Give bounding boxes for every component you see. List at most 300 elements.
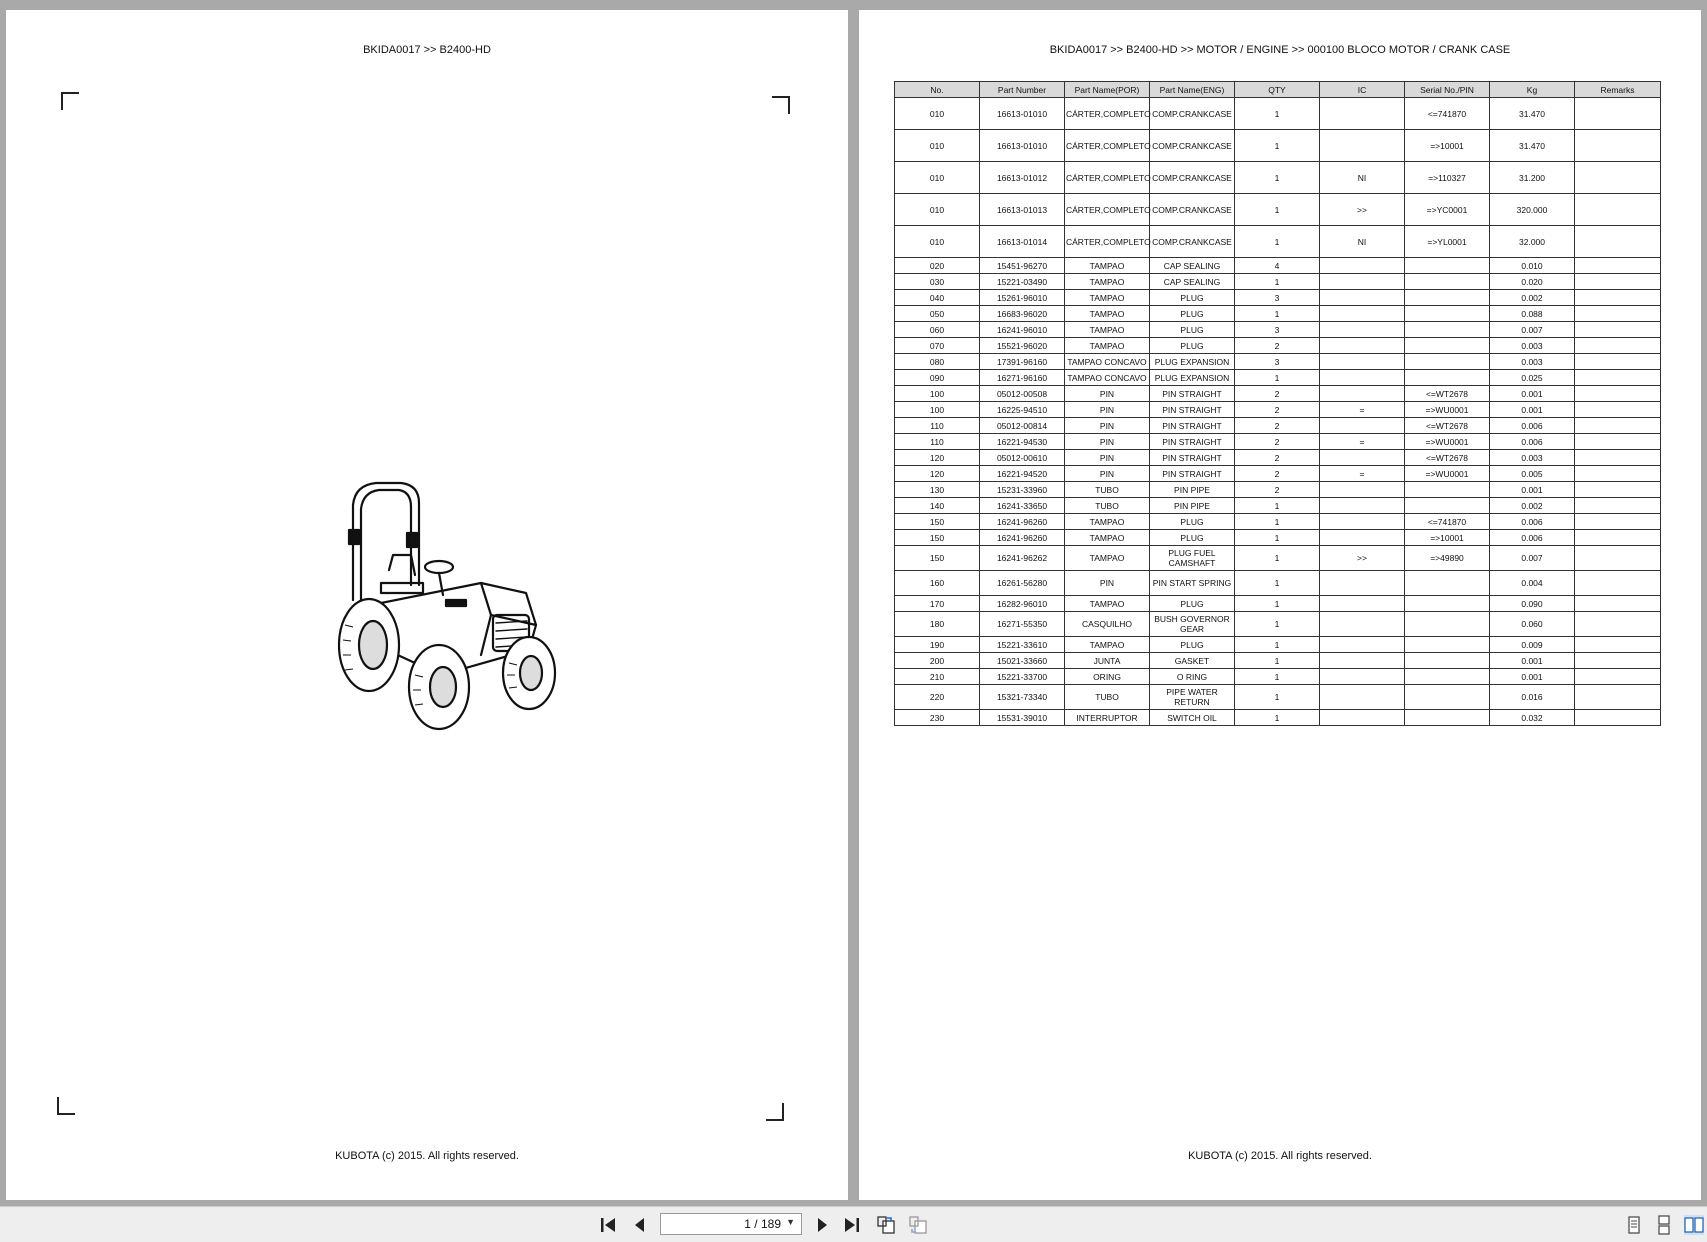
table-row <box>895 354 1661 370</box>
table-cell: SWITCH OIL <box>1150 710 1235 726</box>
table-cell: CÁRTER,COMPLETO <box>1065 130 1150 162</box>
table-cell <box>1320 685 1405 710</box>
table-cell: 05012-00610 <box>980 450 1065 466</box>
table-cell: 16613-01012 <box>980 162 1065 194</box>
table-cell: 1 <box>1235 596 1320 612</box>
table-cell <box>1405 290 1490 306</box>
table-cell: 0.001 <box>1490 386 1575 402</box>
table-cell: 0.006 <box>1490 418 1575 434</box>
table-cell: 16241-96262 <box>980 546 1065 571</box>
rotate-ccw-icon[interactable] <box>908 1215 928 1235</box>
table-cell <box>1320 450 1405 466</box>
table-row <box>895 306 1661 322</box>
table-cell: 0.002 <box>1490 290 1575 306</box>
table-cell <box>1575 274 1661 290</box>
table-cell: 2 <box>1235 466 1320 482</box>
table-cell: 060 <box>895 322 980 338</box>
table-cell: =>49890 <box>1405 546 1490 571</box>
table-cell: 1 <box>1235 685 1320 710</box>
table-cell: 200 <box>895 653 980 669</box>
table-cell: 1 <box>1235 637 1320 653</box>
column-header: Kg <box>1490 82 1575 98</box>
table-cell <box>1575 98 1661 130</box>
table-cell: PIN <box>1065 466 1150 482</box>
table-cell <box>1575 669 1661 685</box>
table-cell: 0.006 <box>1490 530 1575 546</box>
table-cell <box>1575 498 1661 514</box>
table-cell <box>1405 571 1490 596</box>
table-cell: =>YL0001 <box>1405 226 1490 258</box>
table-cell <box>1575 338 1661 354</box>
tractor-illustration <box>331 475 571 735</box>
table-cell <box>1405 338 1490 354</box>
table-row <box>895 370 1661 386</box>
table-cell: 0.020 <box>1490 274 1575 290</box>
table-cell <box>1405 306 1490 322</box>
table-cell: 1 <box>1235 98 1320 130</box>
table-cell: 0.001 <box>1490 653 1575 669</box>
table-cell: 05012-00508 <box>980 386 1065 402</box>
table-cell: PIN STRAIGHT <box>1150 418 1235 434</box>
table-cell: 16613-01010 <box>980 130 1065 162</box>
table-cell: CÁRTER,COMPLETO <box>1065 98 1150 130</box>
table-cell: 1 <box>1235 194 1320 226</box>
table-cell <box>1320 637 1405 653</box>
table-cell: PIN <box>1065 434 1150 450</box>
table-cell <box>1575 530 1661 546</box>
table-cell <box>1320 482 1405 498</box>
table-cell: 15221-33610 <box>980 637 1065 653</box>
table-cell <box>1575 258 1661 274</box>
table-cell: BUSH GOVERNOR GEAR <box>1150 612 1235 637</box>
table-cell <box>1405 653 1490 669</box>
table-cell <box>1575 162 1661 194</box>
table-cell: PLUG <box>1150 306 1235 322</box>
table-row <box>895 685 1661 710</box>
table-cell: 0.025 <box>1490 370 1575 386</box>
table-cell: 1 <box>1235 226 1320 258</box>
table-cell: 1 <box>1235 612 1320 637</box>
rotate-cw-icon[interactable] <box>876 1215 896 1235</box>
chevron-down-icon[interactable]: ▼ <box>786 1217 795 1227</box>
table-cell: <=WT2678 <box>1405 386 1490 402</box>
table-cell: 16613-01010 <box>980 98 1065 130</box>
table-cell: 3 <box>1235 354 1320 370</box>
table-cell <box>1320 370 1405 386</box>
table-cell <box>1320 258 1405 274</box>
table-cell: NI <box>1320 226 1405 258</box>
table-row <box>895 498 1661 514</box>
table-cell: 2 <box>1235 418 1320 434</box>
table-cell <box>1575 434 1661 450</box>
table-cell: 160 <box>895 571 980 596</box>
table-cell: 100 <box>895 386 980 402</box>
table-row <box>895 612 1661 637</box>
table-cell: 0.003 <box>1490 338 1575 354</box>
table-cell: 16271-96160 <box>980 370 1065 386</box>
crop-mark-bottom-left <box>57 1097 75 1115</box>
table-cell: PLUG <box>1150 596 1235 612</box>
table-cell: 010 <box>895 194 980 226</box>
table-cell <box>1320 354 1405 370</box>
column-header: Part Number <box>980 82 1065 98</box>
two-page-view-icon[interactable] <box>1684 1215 1704 1235</box>
table-cell <box>1405 498 1490 514</box>
table-cell <box>1405 354 1490 370</box>
table-cell: PLUG <box>1150 322 1235 338</box>
table-cell: PIN STRAIGHT <box>1150 450 1235 466</box>
table-cell: PIN PIPE <box>1150 482 1235 498</box>
table-cell: =>WU0001 <box>1405 402 1490 418</box>
table-row <box>895 162 1661 194</box>
table-cell: 120 <box>895 466 980 482</box>
table-cell <box>1405 596 1490 612</box>
table-cell: TAMPAO <box>1065 637 1150 653</box>
table-cell <box>1575 322 1661 338</box>
table-cell <box>1575 370 1661 386</box>
table-cell: CÁRTER,COMPLETO <box>1065 194 1150 226</box>
table-row <box>895 226 1661 258</box>
table-cell <box>1320 612 1405 637</box>
table-cell: PLUG <box>1150 530 1235 546</box>
table-cell: PIN STRAIGHT <box>1150 434 1235 450</box>
table-row <box>895 482 1661 498</box>
table-row <box>895 322 1661 338</box>
right-page-footer: KUBOTA (c) 2015. All rights reserved. <box>1188 1150 1372 1162</box>
table-cell <box>1575 466 1661 482</box>
table-cell: 220 <box>895 685 980 710</box>
table-cell <box>1320 98 1405 130</box>
table-cell: PLUG <box>1150 514 1235 530</box>
left-page-footer: KUBOTA (c) 2015. All rights reserved. <box>335 1150 519 1162</box>
table-cell: 1 <box>1235 130 1320 162</box>
table-cell <box>1320 306 1405 322</box>
table-cell: 0.001 <box>1490 482 1575 498</box>
left-page-header: BKIDA0017 >> B2400-HD <box>363 44 491 56</box>
table-cell: 2 <box>1235 338 1320 354</box>
parts-table <box>894 81 1661 726</box>
table-cell: 1 <box>1235 370 1320 386</box>
table-cell: 010 <box>895 162 980 194</box>
table-cell: =>10001 <box>1405 530 1490 546</box>
table-cell: COMP.CRANKCASE <box>1150 162 1235 194</box>
table-cell: 16683-96020 <box>980 306 1065 322</box>
table-row <box>895 290 1661 306</box>
table-cell: 17391-96160 <box>980 354 1065 370</box>
table-cell: 16225-94510 <box>980 402 1065 418</box>
table-cell: 0.003 <box>1490 354 1575 370</box>
table-cell: = <box>1320 466 1405 482</box>
table-cell <box>1575 194 1661 226</box>
table-cell: 16221-94520 <box>980 466 1065 482</box>
table-cell <box>1405 710 1490 726</box>
table-cell: 0.032 <box>1490 710 1575 726</box>
table-cell <box>1320 571 1405 596</box>
table-cell: ORING <box>1065 669 1150 685</box>
table-cell <box>1320 130 1405 162</box>
table-cell <box>1575 482 1661 498</box>
table-cell: 32.000 <box>1490 226 1575 258</box>
table-cell: TUBO <box>1065 685 1150 710</box>
table-cell: TAMPAO <box>1065 274 1150 290</box>
table-cell: CASQUILHO <box>1065 612 1150 637</box>
table-cell: 080 <box>895 354 980 370</box>
first-page-icon[interactable] <box>598 1215 618 1235</box>
table-cell: TAMPAO <box>1065 258 1150 274</box>
table-cell: TAMPAO CONCAVO <box>1065 370 1150 386</box>
table-cell: COMP.CRANKCASE <box>1150 194 1235 226</box>
table-cell: =>WU0001 <box>1405 434 1490 450</box>
table-row <box>895 571 1661 596</box>
table-cell: 150 <box>895 530 980 546</box>
table-cell: TAMPAO <box>1065 514 1150 530</box>
table-cell: 130 <box>895 482 980 498</box>
table-cell: 2 <box>1235 402 1320 418</box>
table-cell: TAMPAO <box>1065 596 1150 612</box>
table-cell: PIN <box>1065 386 1150 402</box>
table-cell: 16241-96260 <box>980 530 1065 546</box>
table-cell <box>1320 386 1405 402</box>
table-cell: 110 <box>895 434 980 450</box>
table-row <box>895 434 1661 450</box>
page-number-select[interactable] <box>660 1213 802 1235</box>
table-cell: PLUG <box>1150 290 1235 306</box>
table-cell: 190 <box>895 637 980 653</box>
table-cell: PIN STRAIGHT <box>1150 402 1235 418</box>
table-row <box>895 386 1661 402</box>
table-cell: 3 <box>1235 290 1320 306</box>
table-cell: 0.006 <box>1490 514 1575 530</box>
table-cell: TAMPAO <box>1065 322 1150 338</box>
table-cell <box>1320 274 1405 290</box>
page-indicator: 1 / 189 <box>744 1217 781 1231</box>
table-cell <box>1575 290 1661 306</box>
table-row <box>895 710 1661 726</box>
table-cell: 2 <box>1235 450 1320 466</box>
table-row <box>895 418 1661 434</box>
table-cell: 15221-33700 <box>980 669 1065 685</box>
table-cell: 15221-03490 <box>980 274 1065 290</box>
table-cell: 030 <box>895 274 980 290</box>
crop-mark-bottom-right <box>766 1103 784 1121</box>
table-cell <box>1405 258 1490 274</box>
table-cell: 180 <box>895 612 980 637</box>
table-cell: PLUG EXPANSION <box>1150 370 1235 386</box>
table-cell: CÁRTER,COMPLETO <box>1065 226 1150 258</box>
table-cell: 15531-39010 <box>980 710 1065 726</box>
table-cell <box>1575 130 1661 162</box>
prev-page-icon[interactable] <box>630 1215 650 1235</box>
table-cell <box>1575 418 1661 434</box>
table-cell: TAMPAO <box>1065 306 1150 322</box>
table-cell: = <box>1320 402 1405 418</box>
table-cell <box>1575 226 1661 258</box>
table-cell <box>1575 571 1661 596</box>
table-cell: 1 <box>1235 653 1320 669</box>
table-cell: 050 <box>895 306 980 322</box>
table-cell: 2 <box>1235 482 1320 498</box>
table-row <box>895 98 1661 130</box>
table-cell <box>1405 612 1490 637</box>
crop-mark-top-right <box>772 96 790 114</box>
table-cell: PLUG <box>1150 637 1235 653</box>
table-cell: 1 <box>1235 571 1320 596</box>
table-row <box>895 274 1661 290</box>
table-cell: 16241-33650 <box>980 498 1065 514</box>
table-row <box>895 530 1661 546</box>
table-cell <box>1405 322 1490 338</box>
table-cell: 16282-96010 <box>980 596 1065 612</box>
table-cell <box>1405 637 1490 653</box>
table-cell: PIN <box>1065 450 1150 466</box>
table-cell: 3 <box>1235 322 1320 338</box>
last-page-icon[interactable] <box>842 1215 862 1235</box>
table-cell: 16271-55350 <box>980 612 1065 637</box>
table-cell <box>1320 498 1405 514</box>
table-cell: TAMPAO <box>1065 338 1150 354</box>
table-cell: 010 <box>895 226 980 258</box>
table-cell: 15321-73340 <box>980 685 1065 710</box>
table-row <box>895 653 1661 669</box>
table-cell: 2 <box>1235 386 1320 402</box>
column-header: QTY <box>1235 82 1320 98</box>
table-cell: 16613-01013 <box>980 194 1065 226</box>
column-header: Remarks <box>1575 82 1661 98</box>
table-cell: PIPE WATER RETURN <box>1150 685 1235 710</box>
table-cell: TAMPAO <box>1065 546 1150 571</box>
table-cell <box>1320 418 1405 434</box>
table-cell: 150 <box>895 514 980 530</box>
table-cell: <=WT2678 <box>1405 450 1490 466</box>
table-cell: <=741870 <box>1405 514 1490 530</box>
table-cell: 16221-94530 <box>980 434 1065 450</box>
right-page <box>859 10 1701 1200</box>
table-cell: 0.005 <box>1490 466 1575 482</box>
table-cell: >> <box>1320 194 1405 226</box>
table-cell: 1 <box>1235 498 1320 514</box>
table-cell: 1 <box>1235 530 1320 546</box>
table-cell <box>1575 653 1661 669</box>
table-cell <box>1320 669 1405 685</box>
table-cell: 010 <box>895 130 980 162</box>
table-cell: 16613-01014 <box>980 226 1065 258</box>
table-cell: 0.007 <box>1490 546 1575 571</box>
left-page <box>6 10 848 1200</box>
table-cell: 0.007 <box>1490 322 1575 338</box>
table-row <box>895 402 1661 418</box>
table-cell: 100 <box>895 402 980 418</box>
table-cell: 1 <box>1235 669 1320 685</box>
table-cell: 0.001 <box>1490 669 1575 685</box>
table-row <box>895 258 1661 274</box>
table-cell: =>10001 <box>1405 130 1490 162</box>
table-cell: 010 <box>895 98 980 130</box>
table-cell: 090 <box>895 370 980 386</box>
next-page-icon[interactable] <box>812 1215 832 1235</box>
table-cell <box>1575 402 1661 418</box>
table-row <box>895 194 1661 226</box>
table-cell: <=WT2678 <box>1405 418 1490 434</box>
table-cell: TAMPAO <box>1065 530 1150 546</box>
table-cell: PIN STRAIGHT <box>1150 386 1235 402</box>
table-cell <box>1320 653 1405 669</box>
table-cell <box>1320 322 1405 338</box>
table-cell: PIN STRAIGHT <box>1150 466 1235 482</box>
table-cell: 110 <box>895 418 980 434</box>
table-cell: 31.200 <box>1490 162 1575 194</box>
table-cell: 070 <box>895 338 980 354</box>
table-cell: PIN <box>1065 402 1150 418</box>
table-cell: TAMPAO CONCAVO <box>1065 354 1150 370</box>
table-cell: 0.002 <box>1490 498 1575 514</box>
table-cell <box>1320 338 1405 354</box>
table-cell: NI <box>1320 162 1405 194</box>
crop-mark-top-left <box>61 92 79 110</box>
table-cell <box>1405 274 1490 290</box>
table-cell: 0.088 <box>1490 306 1575 322</box>
table-row <box>895 669 1661 685</box>
column-header: Serial No./PIN <box>1405 82 1490 98</box>
table-cell: O RING <box>1150 669 1235 685</box>
table-row <box>895 546 1661 571</box>
column-header: Part Name(ENG) <box>1150 82 1235 98</box>
right-page-header: BKIDA0017 >> B2400-HD >> MOTOR / ENGINE >> 000100 BLOCO MOTOR / CRANK CASE <box>1049 44 1511 56</box>
table-row <box>895 130 1661 162</box>
table-cell: PIN PIPE <box>1150 498 1235 514</box>
table-cell: 0.003 <box>1490 450 1575 466</box>
table-cell <box>1320 596 1405 612</box>
table-cell: JUNTA <box>1065 653 1150 669</box>
table-cell <box>1320 710 1405 726</box>
column-header: IC <box>1320 82 1405 98</box>
table-cell: GASKET <box>1150 653 1235 669</box>
table-cell: 15451-96270 <box>980 258 1065 274</box>
table-row <box>895 466 1661 482</box>
table-cell: INTERRUPTOR <box>1065 710 1150 726</box>
table-cell: 0.006 <box>1490 434 1575 450</box>
table-cell <box>1575 612 1661 637</box>
table-cell: TUBO <box>1065 482 1150 498</box>
table-cell: COMP.CRANKCASE <box>1150 130 1235 162</box>
table-cell: 31.470 <box>1490 130 1575 162</box>
table-cell: 0.016 <box>1490 685 1575 710</box>
table-cell: 1 <box>1235 514 1320 530</box>
column-header: No. <box>895 82 980 98</box>
table-cell: 170 <box>895 596 980 612</box>
table-cell: 0.009 <box>1490 637 1575 653</box>
table-cell <box>1575 710 1661 726</box>
viewer-toolbar <box>0 1206 1707 1242</box>
table-cell <box>1575 450 1661 466</box>
table-cell: 4 <box>1235 258 1320 274</box>
table-cell <box>1320 530 1405 546</box>
table-cell <box>1405 685 1490 710</box>
table-cell <box>1405 482 1490 498</box>
single-page-view-icon[interactable] <box>1624 1215 1644 1235</box>
table-cell: PIN START SPRING <box>1150 571 1235 596</box>
table-cell <box>1405 370 1490 386</box>
table-cell: 16241-96010 <box>980 322 1065 338</box>
table-row <box>895 637 1661 653</box>
table-cell: =>WU0001 <box>1405 466 1490 482</box>
table-cell: COMP.CRANKCASE <box>1150 98 1235 130</box>
table-cell: CÁRTER,COMPLETO <box>1065 162 1150 194</box>
table-cell: 150 <box>895 546 980 571</box>
continuous-view-icon[interactable] <box>1654 1215 1674 1235</box>
table-row <box>895 514 1661 530</box>
table-cell: 1 <box>1235 306 1320 322</box>
table-cell: >> <box>1320 546 1405 571</box>
